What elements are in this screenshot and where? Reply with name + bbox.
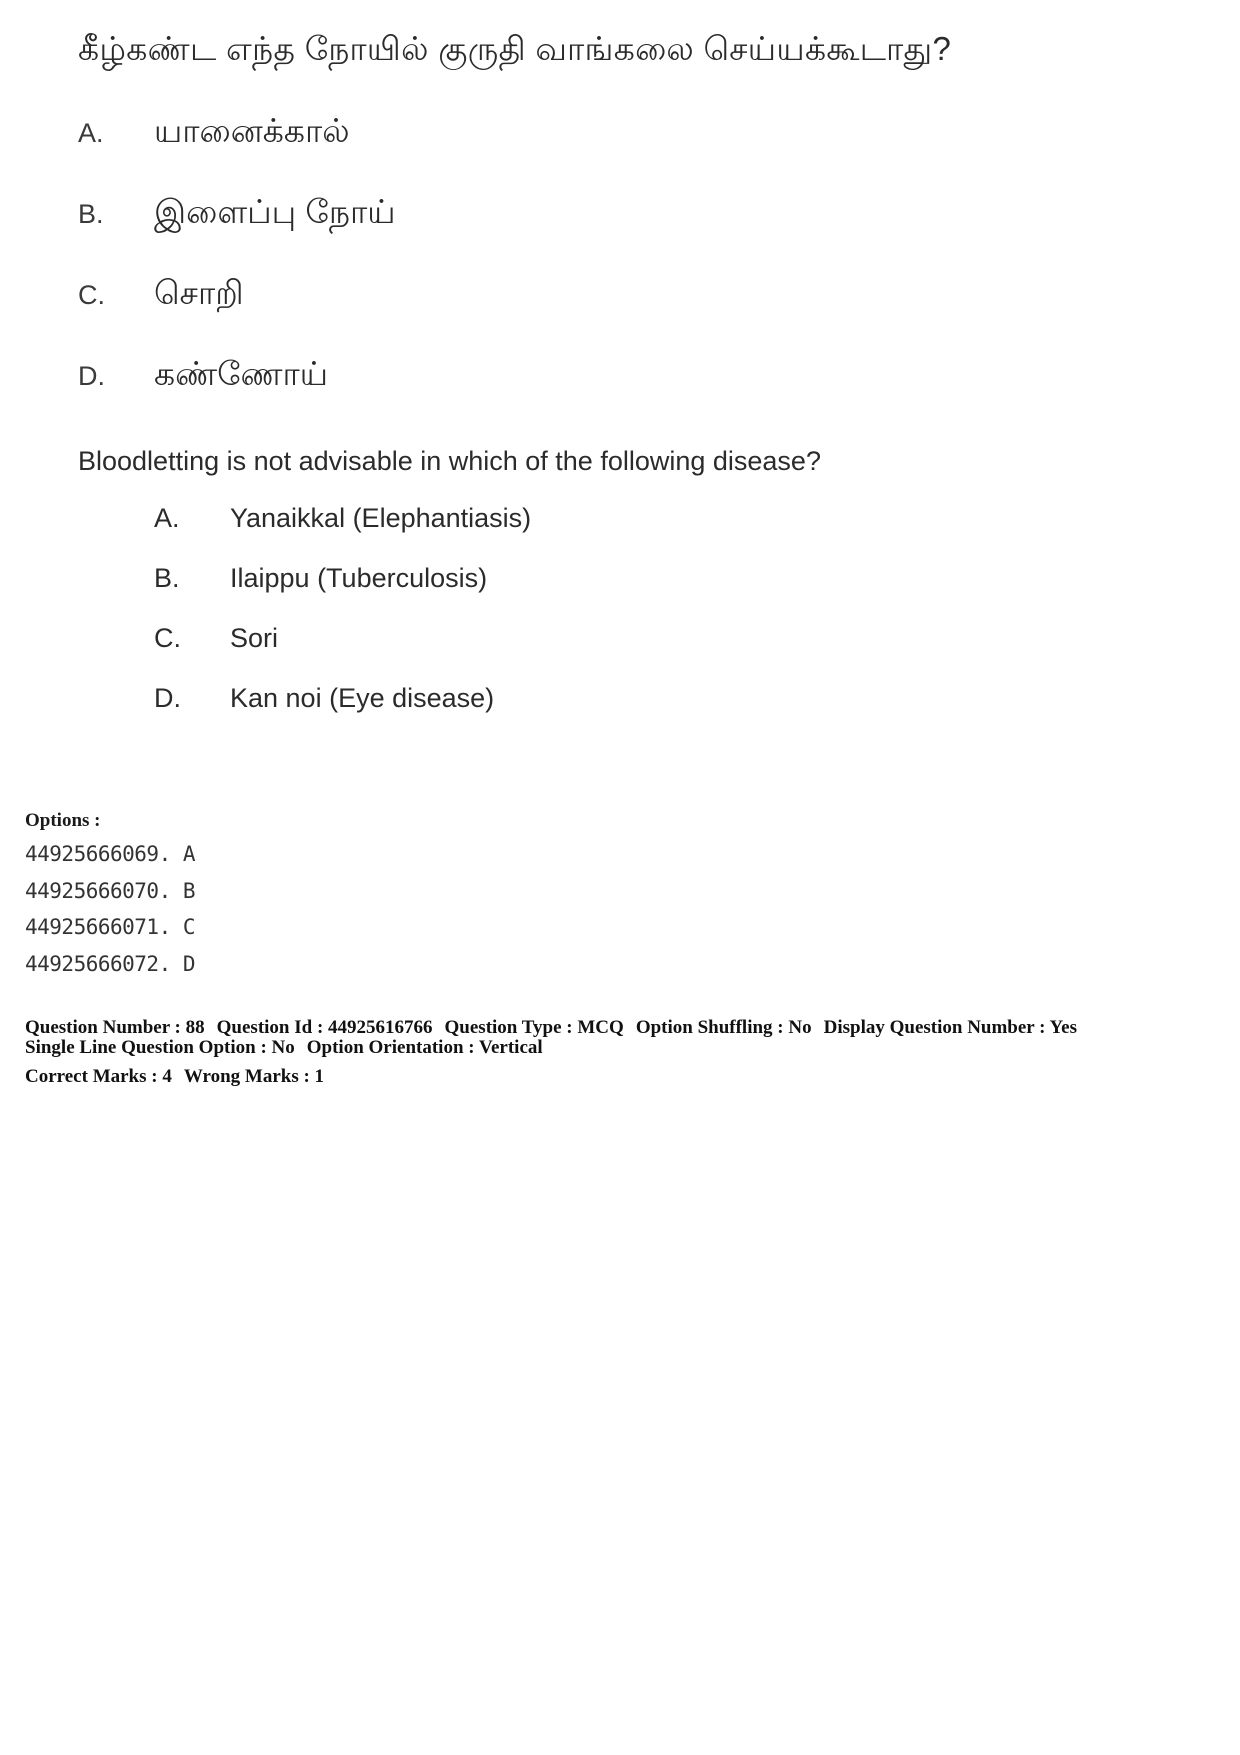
meta-line-2 (25, 1038, 1089, 1058)
option-letter: B. (154, 563, 180, 593)
option-shuffling: Option Shuffling : No (635, 1017, 812, 1038)
option-letter: A. (78, 118, 104, 148)
option-id-c: 44925666071. C (25, 915, 196, 939)
option-id-d: 44925666072. D (25, 951, 196, 976)
option-letter: D. (78, 361, 105, 391)
question-id: Question Id : 44925616766 (216, 1017, 433, 1038)
option-text: கண்ணோய் (154, 355, 329, 392)
tamil-option-a (78, 112, 350, 156)
option-text: சொறி (154, 274, 244, 311)
option-letter: B. (78, 199, 104, 229)
wrong-marks: Wrong Marks : 1 (183, 1066, 325, 1087)
option-letter: A. (154, 503, 180, 533)
correct-marks: Correct Marks : 4 (25, 1066, 172, 1087)
question-type: Question Type : MCQ (444, 1017, 624, 1038)
option-text: Ilaippu (Tuberculosis) (230, 563, 488, 593)
option-id-a: 44925666069. A (25, 842, 196, 866)
option-orientation: Option Orientation : Vertical (306, 1037, 543, 1058)
options-section (25, 810, 195, 982)
tamil-option-b (78, 193, 396, 237)
option-text: இளைப்பு நோய் (154, 193, 396, 230)
meta-line-1 (25, 1018, 1089, 1038)
option-text: யானைக்கால் (154, 112, 350, 149)
option-letter: C. (78, 280, 105, 310)
english-option-b (154, 563, 487, 599)
single-line-question-option: Single Line Question Option : No (25, 1037, 295, 1058)
option-text: Sori (230, 623, 279, 653)
option-letter: C. (154, 623, 181, 653)
display-question-number: Display Question Number : Yes (823, 1017, 1077, 1038)
question-meta (25, 1018, 1089, 1087)
tamil-option-d (78, 355, 328, 399)
tamil-option-c (78, 274, 244, 318)
option-text: Kan noi (Eye disease) (230, 683, 495, 713)
english-option-d (154, 683, 494, 719)
tamil-question-text: கீழ்கண்ட எந்த நோயில் குருதி வாங்கலை செய்யக்கூடாது? (78, 30, 952, 67)
option-id-b: 44925666070. B (25, 878, 196, 903)
english-option-c (154, 623, 278, 659)
question-image (0, 0, 1240, 760)
english-option-a (154, 503, 531, 539)
meta-line-3 (25, 1067, 1089, 1087)
options-heading: Options : (25, 810, 101, 831)
english-question-text: Bloodletting is not advisable in which of the following disease? (78, 446, 821, 476)
question-number: Question Number : 88 (25, 1017, 205, 1038)
option-letter: D. (154, 683, 181, 713)
option-text: Yanaikkal (Elephantiasis) (230, 503, 532, 533)
